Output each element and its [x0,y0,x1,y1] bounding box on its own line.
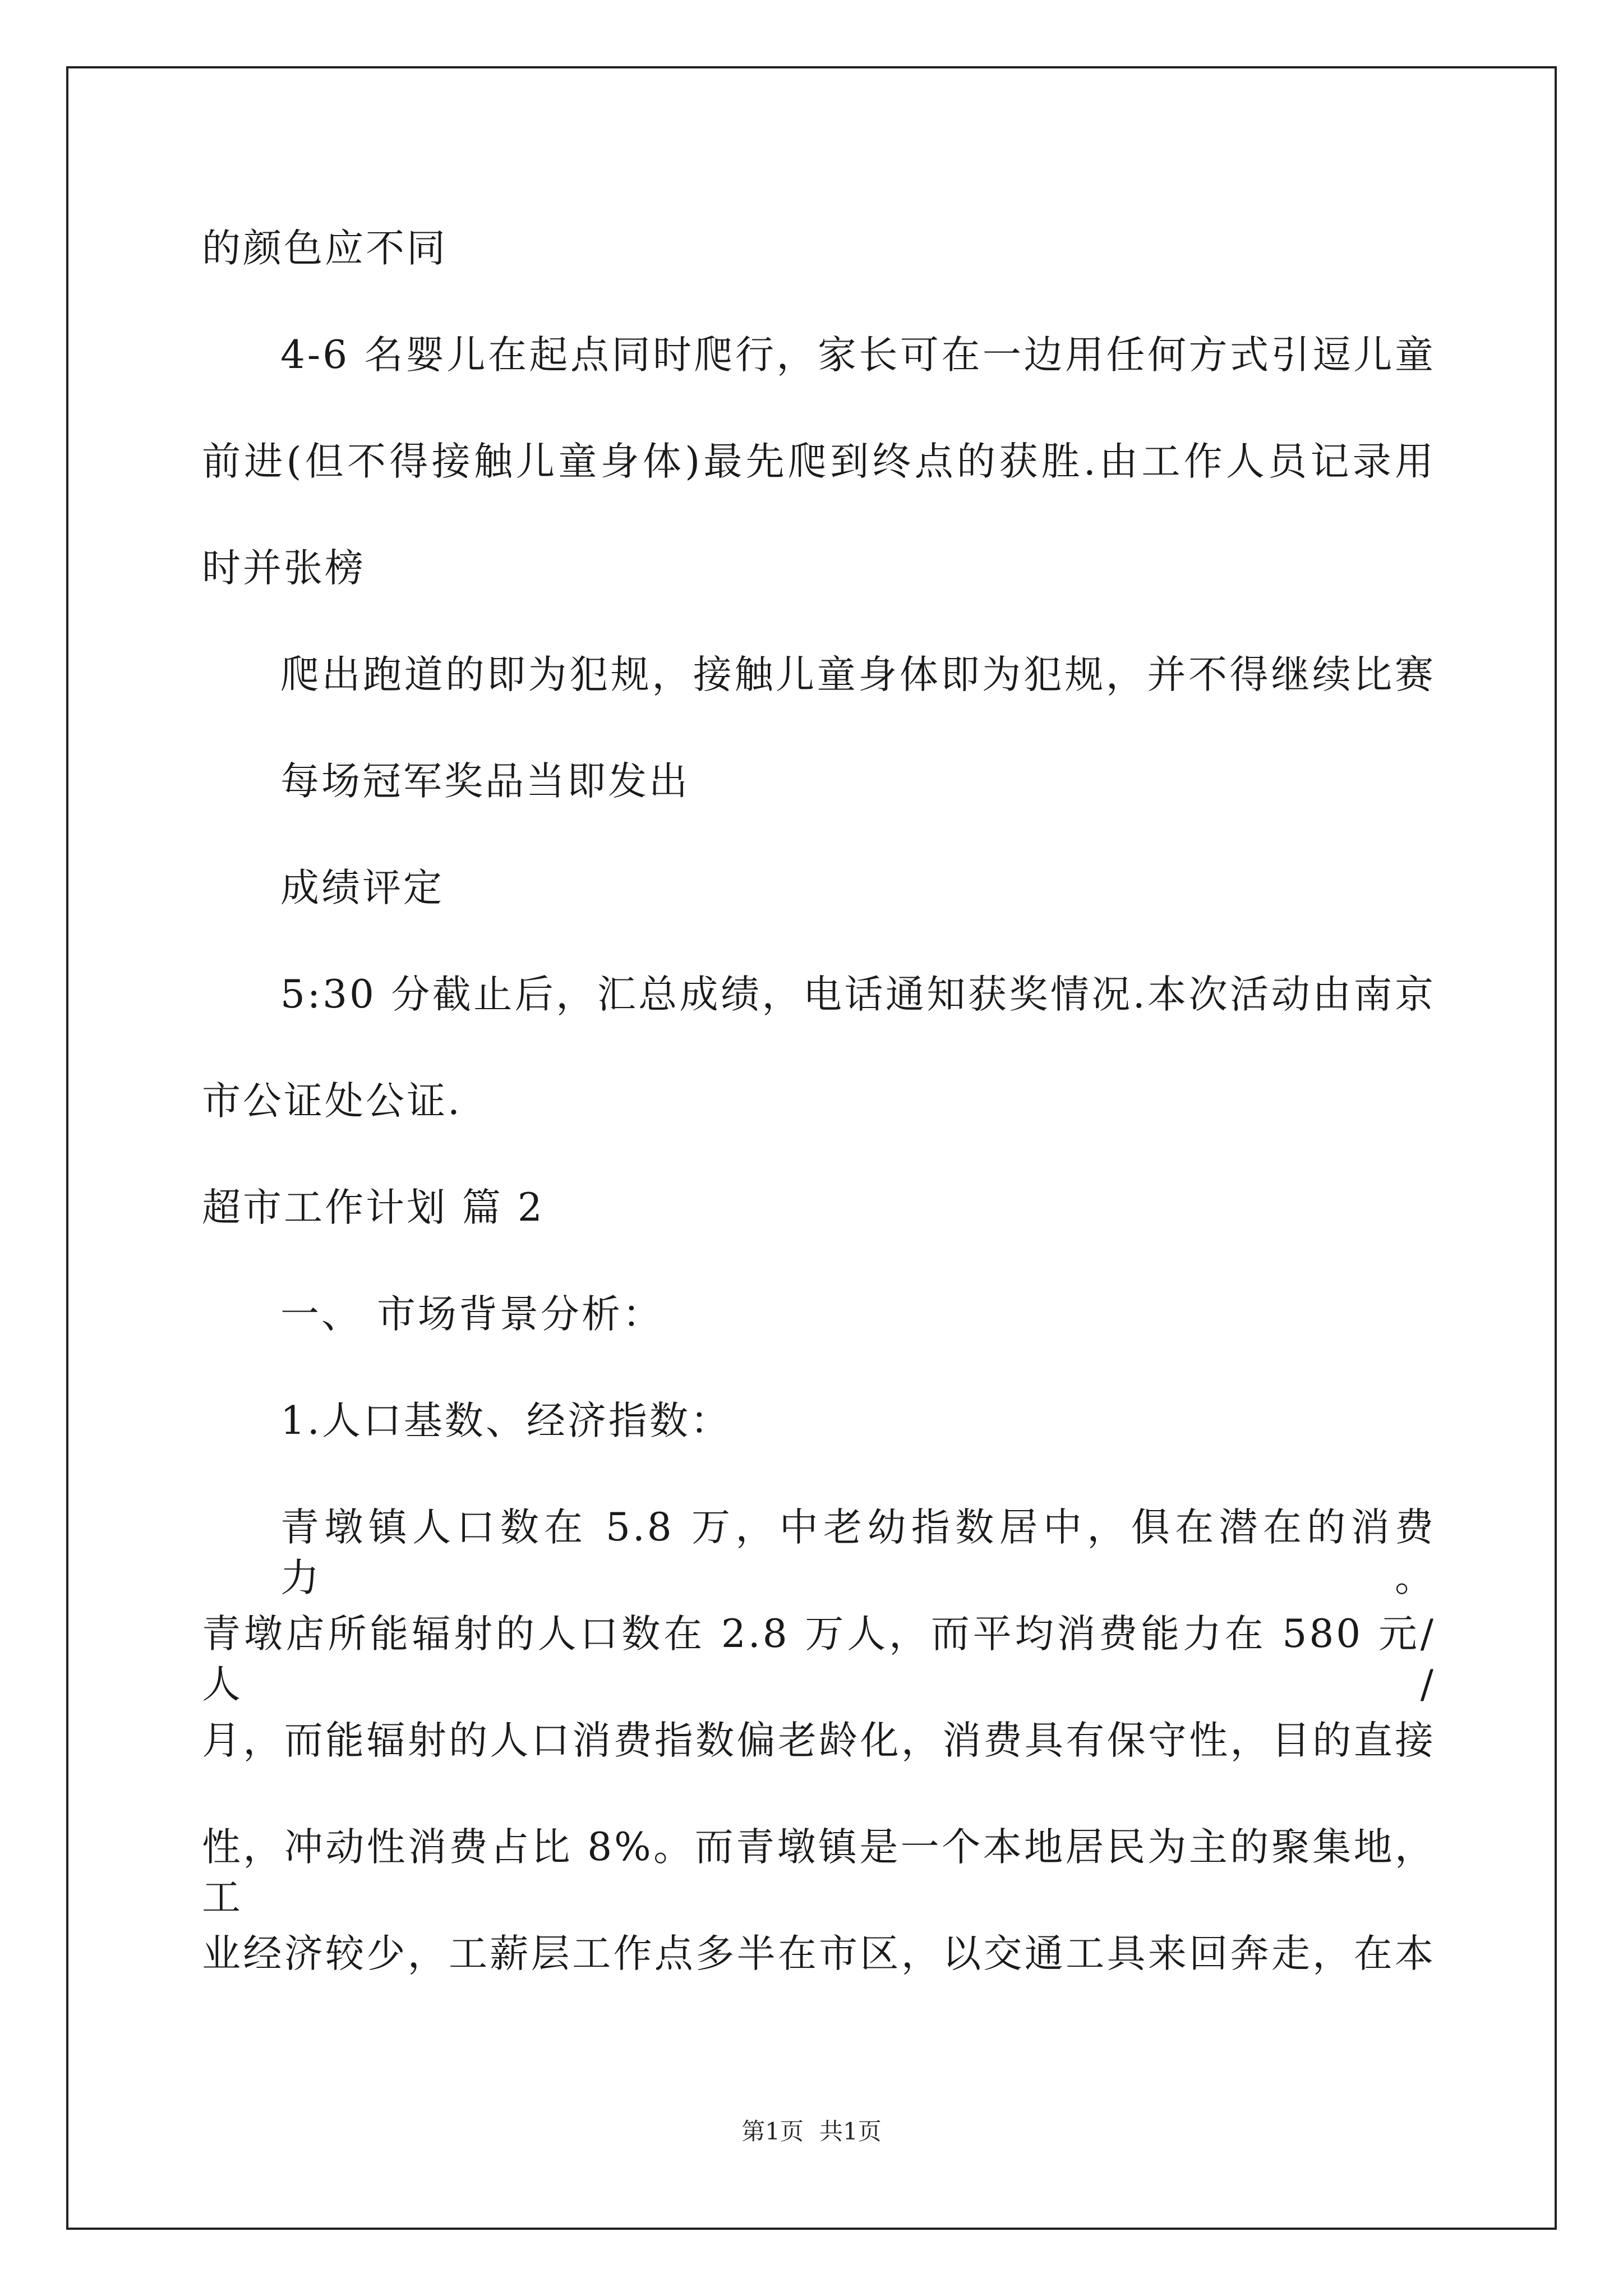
section-heading: 超市工作计划 篇 2 [202,1185,545,1230]
text-line-9: 市公证处公证. [202,1079,462,1124]
page-footer [0,2116,1623,2147]
text-line-15: 月，而能辐射的人口消费指数偏老龄化，消费具有保守性，目的直接 [202,1718,1436,1763]
text-line-16: 性，冲动性消费占比 8%。而青墩镇是一个本地居民为主的聚集地，工 [202,1825,1436,1920]
text-line-7: 成绩评定 [280,866,444,910]
text-line-8: 5:30 分截止后，汇总成绩，电话通知获奖情况.本次活动由南京 [280,972,1436,1017]
text-line-2: 4-6 名婴儿在起点同时爬行，家长可在一边用任何方式引逗儿童 [280,333,1436,378]
text-line-3: 前进(但不得接触儿童身体)最先爬到终点的获胜.由工作人员记录用 [202,439,1436,484]
text-line-1: 的颜色应不同 [202,226,448,271]
text-line-14: 青墩店所能辐射的人口数在 2.8 万人，而平均消费能力在 580 元/人/ [202,1612,1436,1707]
text-line-12: 1.人口基数、经济指数： [280,1398,731,1443]
page-border [66,66,1557,2230]
page-current: 第1页 [741,2118,804,2145]
text-line-11: 一、 市场背景分析： [280,1292,663,1337]
text-line-17: 业经济较少，工薪层工作点多半在市区，以交通工具来回奔走，在本 [202,1931,1436,1976]
text-line-4: 时并张榜 [202,546,366,591]
page-total: 共1页 [819,2118,882,2145]
text-line-6: 每场冠军奖品当即发出 [280,759,690,804]
text-line-13: 青墩镇人口数在 5.8 万，中老幼指数居中，俱在潜在的消费力。 [280,1505,1436,1600]
text-line-5: 爬出跑道的即为犯规，接触儿童身体即为犯规，并不得继续比赛 [280,652,1436,697]
